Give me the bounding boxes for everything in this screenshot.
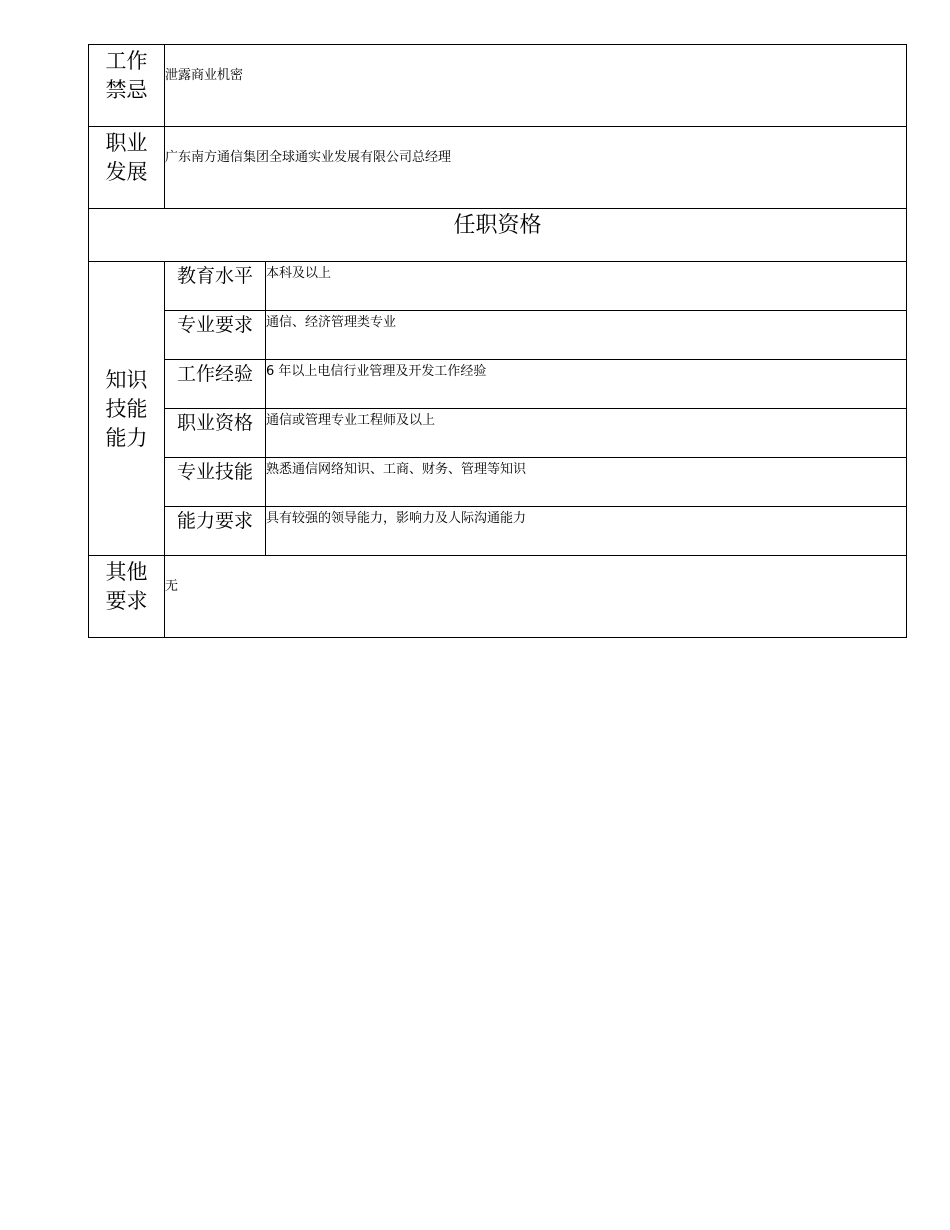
knowledge-skills-label: 知识技能能力	[105, 368, 148, 450]
other-requirements-row	[89, 556, 907, 638]
other-requirements-label-cell	[89, 556, 165, 638]
qualification-value: 通信或管理专业工程师及以上	[266, 409, 907, 458]
qualification-value: 熟悉通信网络知识、工商、财务、管理等知识	[266, 458, 907, 507]
career-value: 广东南方通信集团全球通实业发展有限公司总经理	[165, 127, 907, 209]
job-description-table	[88, 44, 907, 638]
taboo-value: 泄露商业机密	[165, 45, 907, 127]
qualifications-title: 任职资格	[89, 209, 907, 262]
qualification-value: 6 年以上电信行业管理及开发工作经验	[266, 360, 907, 409]
other-requirements-label: 其他要求	[105, 560, 148, 613]
career-row	[89, 127, 907, 209]
qualification-label: 能力要求	[165, 507, 266, 556]
taboo-row	[89, 45, 907, 127]
qualification-label: 工作经验	[165, 360, 266, 409]
knowledge-skills-label-cell	[89, 262, 165, 556]
qualification-label: 专业要求	[165, 311, 266, 360]
qualification-row	[89, 507, 907, 556]
qualification-label: 职业资格	[165, 409, 266, 458]
taboo-label: 工作禁忌	[105, 49, 148, 102]
career-label-cell	[89, 127, 165, 209]
qualification-label: 教育水平	[165, 262, 266, 311]
other-requirements-value: 无	[165, 556, 907, 638]
qualification-row	[89, 311, 907, 360]
qualification-row	[89, 262, 907, 311]
qualification-label: 专业技能	[165, 458, 266, 507]
qualification-row	[89, 360, 907, 409]
qualifications-title-row	[89, 209, 907, 262]
qualification-value: 具有较强的领导能力，影响力及人际沟通能力	[266, 507, 907, 556]
qualification-value: 本科及以上	[266, 262, 907, 311]
qualification-row	[89, 458, 907, 507]
qualification-value: 通信、经济管理类专业	[266, 311, 907, 360]
taboo-label-cell	[89, 45, 165, 127]
qualification-row	[89, 409, 907, 458]
career-label: 职业发展	[105, 131, 148, 184]
